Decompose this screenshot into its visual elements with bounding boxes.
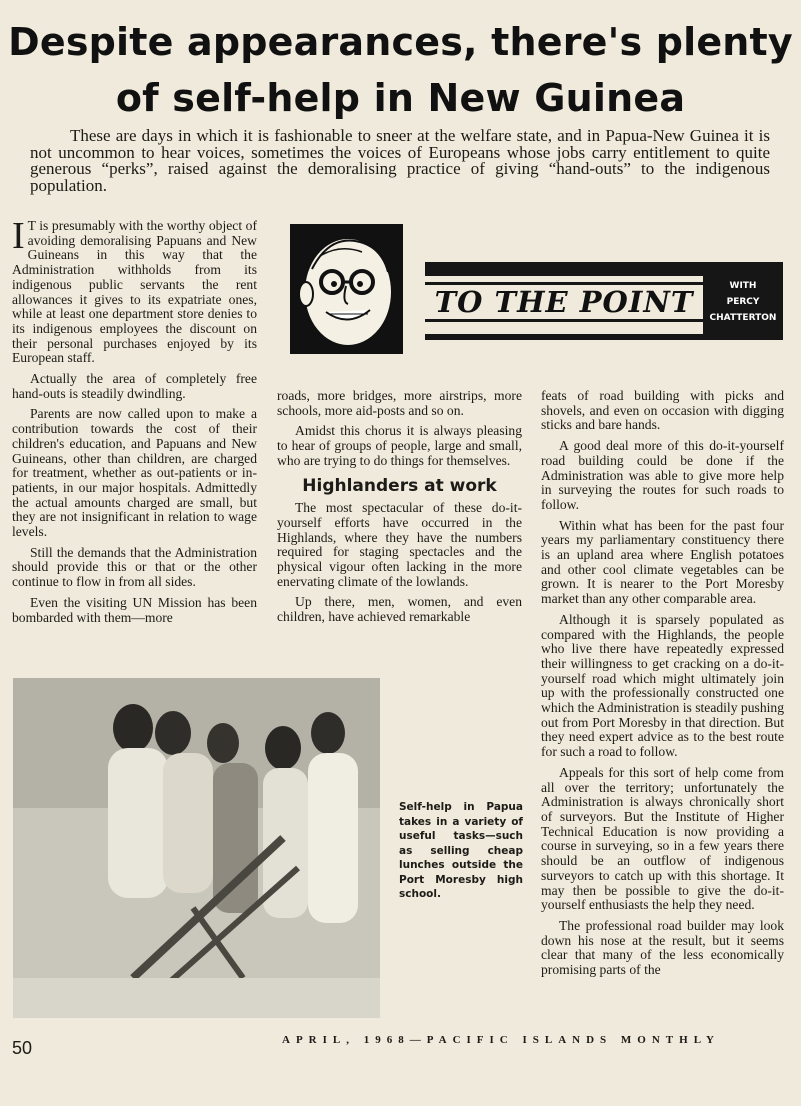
headline xyxy=(0,14,801,126)
col3-paragraph-4: Although it is sparsely populated as compared with the Highlands, the people who live there have repeatedly expressed their willingness to get cracking on a do-it-yourself road which might ultimately join up with the professionally constructed one which the Administration is steadily pushing out from Port Moresby in that direction. But they need expert advice as to the best route for such a road to follow. xyxy=(541,611,784,760)
col3-paragraph-3: Within what has been for the past four years my parliamentary constituency there is an upland area where English potatoes and other cool climate vegetables can be grown. It is nearer to the Port Moresby market than any other comparable area. xyxy=(541,517,784,607)
col1-paragraph-1: I T is presumably with the worthy object of avoiding demoralising Papuans and New Guineans in this way that the Administration withholds from its indigenous public servants the rent allowances it gives to its expatriate ones, while at least one department store denies to its indigenous employees the discount on their personal purchases enjoyed by its European staff. xyxy=(12,215,257,366)
column-title: TO THE POINT xyxy=(434,285,694,319)
author-cartoon xyxy=(290,224,403,354)
column-2 xyxy=(277,389,522,631)
author-first-name: PERCY xyxy=(726,297,760,307)
cartoon-face-icon xyxy=(290,224,403,354)
column-3 xyxy=(541,389,784,984)
col3-paragraph-5: Appeals for this sort of help come from all over the territory; unfortunately the Administration is always chronically short of surveyors. But the Institute of Higher Technical Education is now providing a course in surveying, so in a few years there should be an outflow of indigenous surveyors to catch up with this shortage. It may then be possible to give the do-it-yourself enthusiasts the help they need. xyxy=(541,764,784,913)
col1-paragraph-3: Parents are now called upon to make a contribution towards the cost of their children's education, and Papuans and New Guineans, other than children, are charged for treatment, whether as out-patients or in-patients, in our major hospitals. Admittedly the actual amounts charged are small, but they are not insignificant in relation to wage levels. xyxy=(12,406,257,540)
banner-title-box xyxy=(425,282,703,322)
col1-paragraph-4: Still the demands that the Administration should provide this or that or the other continue to flow in from all sides. xyxy=(12,544,257,590)
col3-paragraph-6: The professional road builder may look down his nose at the result, but it seems clear that many of the less economically promising parts of the xyxy=(541,917,784,978)
col2-paragraph-4: Up there, men, women, and even children, have achieved remarkable xyxy=(277,594,522,625)
photo-illustration xyxy=(13,678,380,1018)
banner-bottom-bar xyxy=(425,334,783,340)
banner-top-bar xyxy=(425,262,783,276)
author-with: WITH xyxy=(729,281,757,291)
author-box xyxy=(703,276,783,334)
col2-paragraph-1: roads, more bridges, more airstrips, more schools, more aid-posts and so on. xyxy=(277,388,522,418)
intro-paragraph: These are days in which it is fashionable to sneer at the welfare state, and in Papua-New Guinea it is not uncommon to hear voices, sometimes the voices of Europeans whose jobs carry entitlement to quite generous “perks”, raised against the demoralising practice of giving “hand-outs” to the indigenous population. xyxy=(30,126,770,195)
author-last-name: CHATTERTON xyxy=(709,313,777,323)
photo-caption: Self-help in Papua takes in a variety of useful tasks—such as selling cheap lunches outside the Port Moresby high school. xyxy=(399,801,523,900)
col2-paragraph-2: Amidst this chorus it is always pleasing to hear of groups of people, large and small, who are trying to do things for themselves. xyxy=(277,423,522,468)
headline-line-2: of self-help in New Guinea xyxy=(115,76,686,120)
col3-paragraph-1: feats of road building with picks and shovels, and even on occasion with digging sticks and bare hands. xyxy=(541,388,784,433)
headline-line-1: Despite appearances, there's plenty xyxy=(8,20,793,64)
footer-line: APRIL, 1968—PACIFIC ISLANDS MONTHLY xyxy=(282,1034,720,1046)
children-photo xyxy=(13,678,380,1018)
col3-paragraph-2: A good deal more of this do-it-yourself road building could be done if the Administration was able to give more help in surveying the routes for such roads to follow. xyxy=(541,438,784,512)
page-number: 50 xyxy=(12,1038,33,1058)
col1-paragraph-2: Actually the area of completely free hand-outs is steadily dwindling. xyxy=(12,371,257,401)
subhead: Highlanders at work xyxy=(302,475,497,496)
col2-paragraph-3: The most spectacular of these do-it-yourself efforts have occurred in the Highlands, where they have the numbers required for staging spectacles and the physical vigour often lacking in the more enervating climate of the lowlands. xyxy=(277,500,522,589)
drop-cap: I xyxy=(12,215,25,257)
col1-paragraph-5: Even the visiting UN Mission has been bombarded with them—more xyxy=(12,594,257,625)
column-1 xyxy=(12,215,257,631)
